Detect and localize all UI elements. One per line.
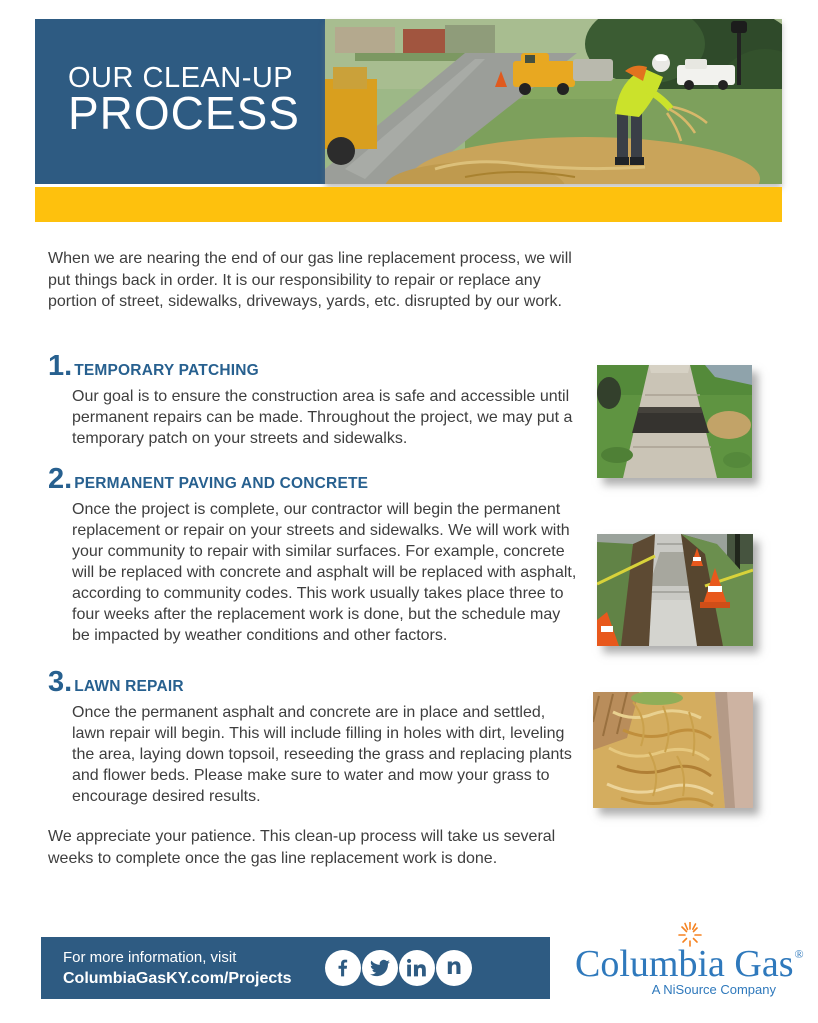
gold-accent-bar [35, 187, 782, 222]
section-permanent-paving [48, 463, 588, 646]
section-3-title: LAWN REPAIR [74, 678, 184, 695]
page-title-line2: PROCESS [68, 87, 300, 139]
section-3-body: Once the permanent asphalt and concrete are in place and settled, lawn repair will begin. This will include filling in holes with dirt, leveling the area, laying down topsoil, reseeding the grass and replacing plants and flower beds. Please make sure to water and mow your grass to encourage desired results. [72, 704, 572, 805]
facebook-icon[interactable] [325, 950, 361, 986]
page-title [68, 62, 300, 139]
columbia-gas-logo [575, 934, 804, 997]
section-3-heading [48, 666, 588, 699]
columbia-gas-wordmark [575, 934, 804, 985]
photo-temporary-patch [597, 365, 752, 478]
section-1-body: Our goal is to ensure the construction area is safe and accessible until permanent repairs can be made. Throughout the project, we may put a temporary patch on your streets and sidewalks. [72, 388, 573, 447]
photo-straw-lawn-repair [593, 692, 753, 808]
closing-paragraph: We appreciate your patience. This clean-up process will take us several weeks to complete once the gas line replacement work is done. [48, 828, 556, 867]
section-2-heading [48, 463, 588, 496]
section-1-heading [48, 350, 588, 383]
intro-paragraph: When we are nearing the end of our gas line replacement process, we will put things back in order. It is our responsibility to repair or replace any portion of street, sidewalks, driveways, yards, etc. disrupted by our work. [48, 250, 572, 310]
footer-url[interactable]: ColumbiaGasKY.com/Projects [63, 969, 292, 987]
section-temporary-patching [48, 350, 588, 449]
footer-info-line1: For more information, visit [63, 948, 237, 966]
linkedin-icon[interactable] [399, 950, 435, 986]
section-lawn-repair [48, 666, 588, 807]
logo-brand-text: Columbia Gas [575, 943, 794, 985]
social-icons-row [325, 950, 472, 986]
footer-bar [41, 937, 550, 999]
section-3-number: 3. [48, 666, 73, 698]
section-2-body: Once the project is complete, our contractor will begin the permanent replacement or repair on your streets and sidewalks. We will work with your community to repair with similar surfaces. For example, concrete will be replaced with concrete and asphalt will be replaced with asphalt, according to community codes. This work usually takes place three to four weeks after the replacement work is done, but the schedule may be impacted by weather conditions and other factors. [72, 501, 577, 644]
section-2-number: 2. [48, 463, 73, 495]
twitter-icon[interactable] [362, 950, 398, 986]
photo-permanent-concrete [597, 534, 753, 646]
header-photo-worker-spreading-straw [325, 19, 782, 184]
logo-tagline: A NiSource Company [651, 982, 776, 997]
section-1-title: TEMPORARY PATCHING [74, 362, 259, 379]
header-title-panel [35, 19, 325, 184]
sunburst-icon [677, 922, 703, 948]
page-title-line1: OUR CLEAN-UP [68, 62, 294, 94]
footer-info [63, 948, 292, 989]
nextdoor-icon[interactable]: n [436, 950, 472, 986]
section-2-title: PERMANENT PAVING AND CONCRETE [74, 475, 369, 492]
registered-mark: ® [794, 947, 804, 961]
section-1-number: 1. [48, 350, 73, 382]
